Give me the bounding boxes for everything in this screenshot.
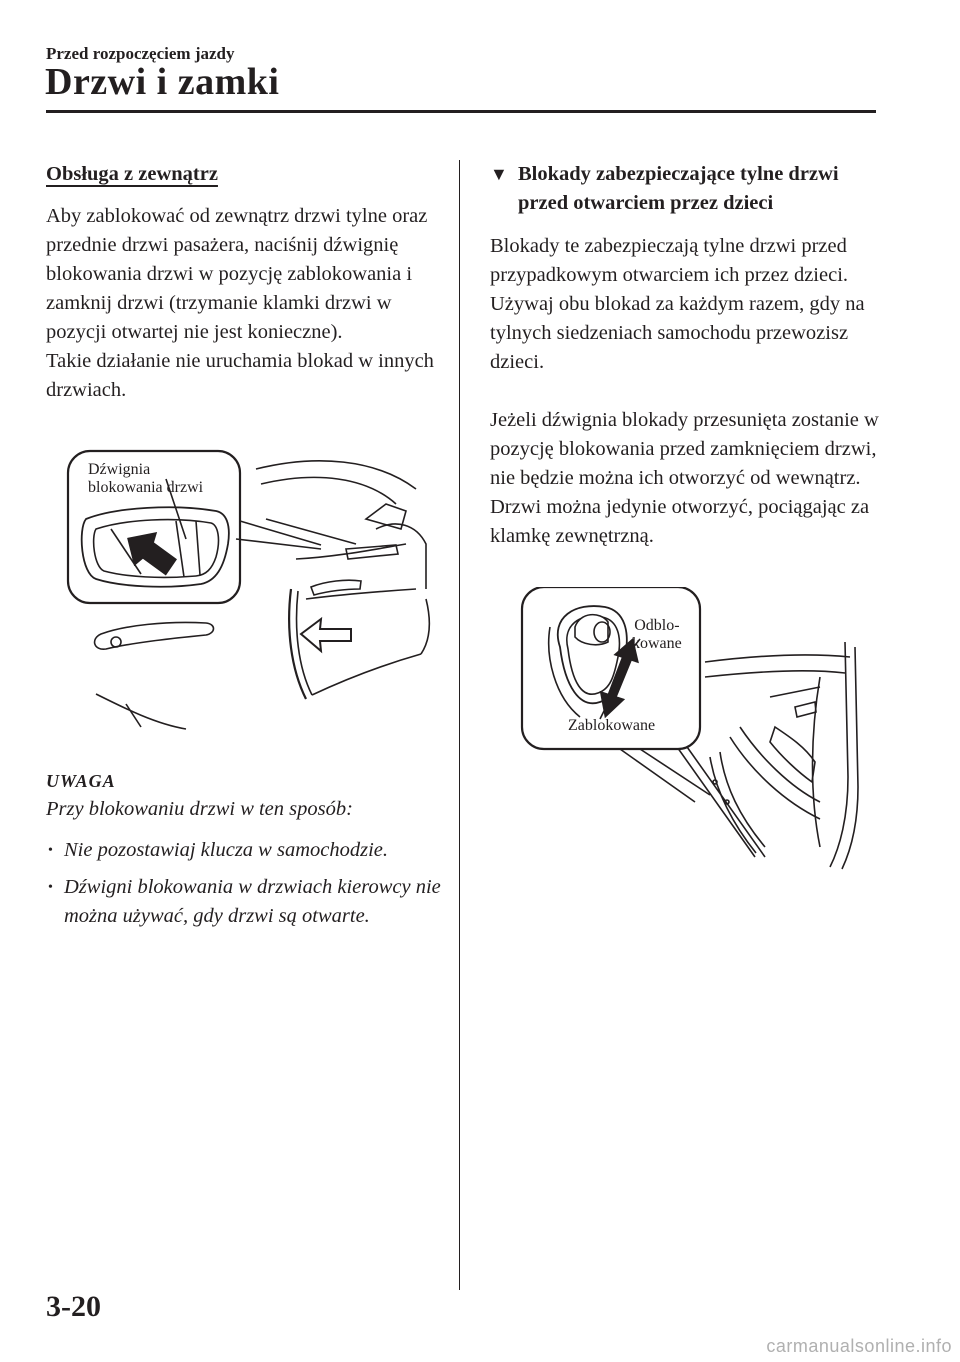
heading-child-safety-locks — [490, 160, 890, 218]
right-column — [490, 160, 890, 877]
subheading-outside-operation: Obsługa z zewnątrz — [46, 163, 218, 185]
heading-text: Blokady zabezpieczające tylne drzwi przed otwarciem przez dzieci — [518, 163, 839, 214]
paragraph-outside-lock: Aby zablokować od zewnątrz drzwi tylne oraz przednie drzwi pasażera, naciśnij dźwignię blokowania drzwi w pozycję zablokowania i zamknij drzwi (trzymanie klamki drzwi w pozycji otwartej nie jest konieczne). — [46, 205, 428, 343]
label-unlocked — [632, 617, 682, 653]
label-lock-lever-line2: blokowania drzwi — [88, 479, 204, 496]
page-number: 3-20 — [46, 1290, 101, 1323]
note-intro: Przy blokowaniu drzwi w ten sposób: — [46, 798, 353, 820]
paragraph-child-locks-operation: Jeżeli dźwignia blokady przesunięta zostanie w pozycję blokowania przed zamknięciem drzwi, nie będzie można ich otworzyć od wewnątrz. Drzwi można jedynie otworzyć, pociągając za klamkę zewnętrzną. — [490, 409, 879, 547]
label-unlocked-line1: Odblo- — [634, 617, 680, 634]
label-unlocked-line2: kowane — [632, 635, 682, 652]
note-item: • Dźwigni blokowania w drzwiach kierowcy nie można używać, gdy drzwi są otwarte. — [46, 873, 441, 931]
note-item: • Nie pozostawiaj klucza w samochodzie. — [46, 836, 441, 865]
header-rule — [46, 110, 876, 113]
watermark: carmanualsonline.info — [766, 1336, 952, 1356]
paragraph-child-locks-purpose: Blokady te zabezpieczają tylne drzwi przed przypadkowym otwarciem ich przez dzieci. Używaj obu blokad za każdym razem, gdy na tylnych siedzeniach samochodu przewozisz dzieci. — [490, 235, 865, 373]
figure-child-safety-lock — [520, 587, 860, 877]
paragraph-other-doors: Takie działanie nie uruchamia blokad w innych drzwiach. — [46, 350, 434, 401]
label-lock-lever-line1: Dźwignia — [88, 461, 151, 478]
figure-door-lock-lever — [66, 449, 446, 739]
note-title: UWAGA — [46, 771, 116, 791]
section-label: Przed rozpoczęciem jazdy — [46, 44, 235, 63]
triangle-marker-icon: ▼ — [490, 164, 508, 184]
label-locked: Zablokowane — [568, 717, 656, 734]
label-lock-lever — [88, 461, 203, 497]
column-divider — [459, 160, 460, 1290]
chapter-title: Drzwi i zamki — [45, 61, 280, 103]
left-column — [46, 160, 441, 939]
note-list — [46, 836, 441, 931]
